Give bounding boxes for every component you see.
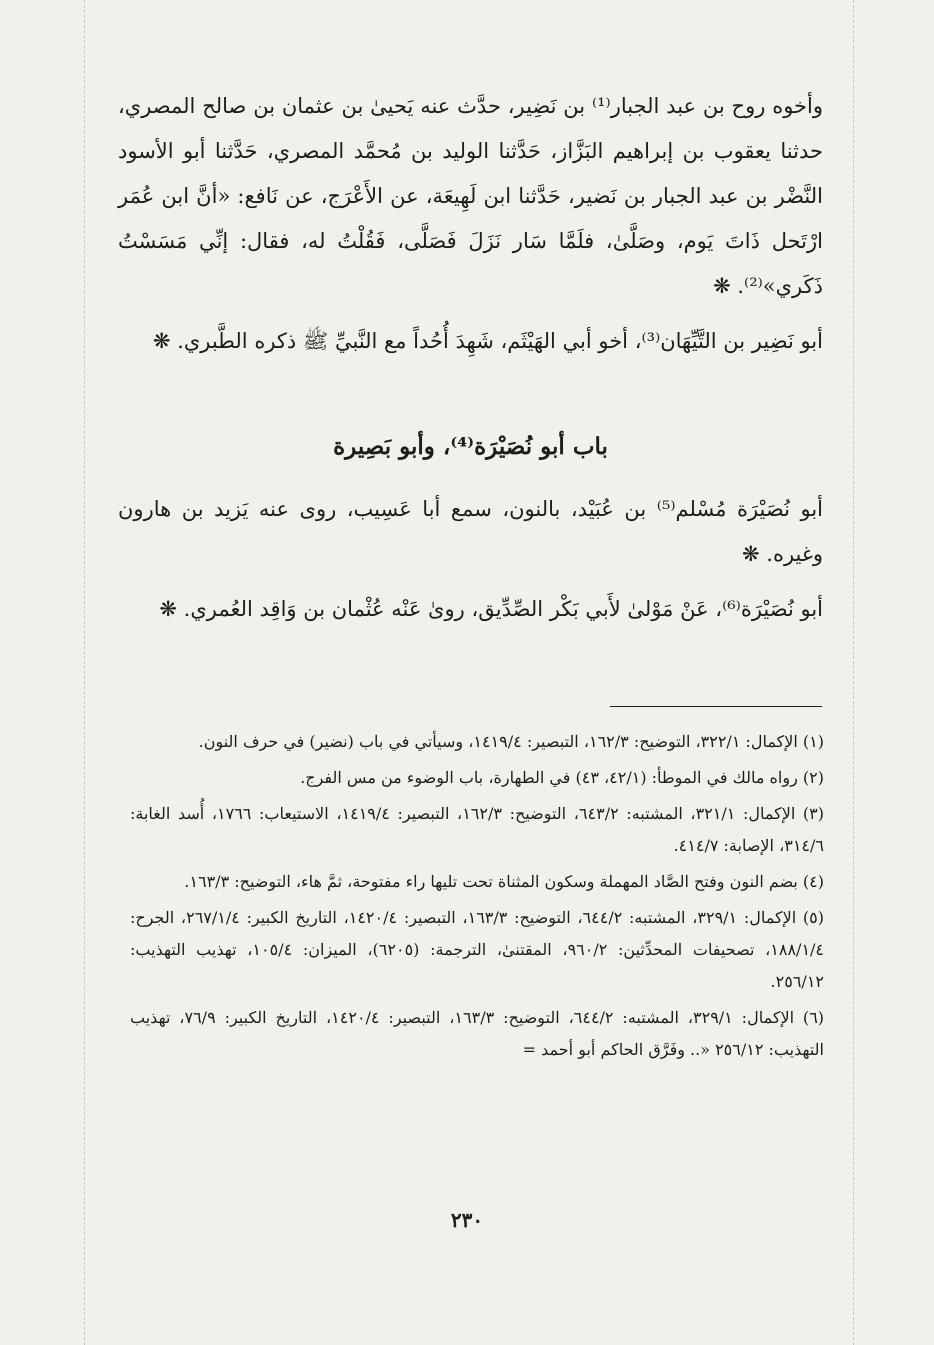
footnote-separator [610, 706, 822, 707]
paragraph-abu-nusayra-muslim: أبو نُصَيْرَة مُسْلم⁽⁵⁾ بن عُبَيْد، بالنون، سمع أبا عَسِيب، روى عنه يَزيد بن هارون وغيره. ❋ [118, 497, 824, 566]
margin-guide-line [84, 0, 85, 1345]
footnote-2: (٢) رواه مالك في الموطأ: (٤٢/١، ٤٣) في الطهارة، باب الوضوء من مس الفرج. [300, 768, 824, 787]
footnote-3: (٣) الإكمال: ٣٢١/١، المشتبه: ٦٤٣/٢، التوضيح: ١٦٢/٣، التبصير: ١٤١٩/٤، الاستيعاب: ١٧٦٦، أُسد الغابة: ٣١٤/٦، الإصابة: ٤١٤/٧. [130, 804, 825, 855]
paragraph-abu-nadir: أبو نَضِير بن التَّيِّهَان⁽³⁾، أخو أبي الهَيْثَم، شَهِدَ أُحُداً مع النَّبيِّ ﷺ ذكره الطَّبري. ❋ [152, 329, 823, 353]
main-text-block-2 [118, 487, 823, 632]
footnote-6: (٦) الإكمال: ٣٢٩/١، المشتبه: ٦٤٤/٢، التوضيح: ١٦٣/٣، التبصير: ١٤٢٠/٤، التاريخ الكبير: ٧٦/٩، تهذيب التهذيب: ٢٥٦/١٢ «.. وفَرَّق الحاكم أبو أحمد = [130, 1008, 825, 1059]
footnote-5: (٥) الإكمال: ٣٢٩/١، المشتبه: ٦٤٤/٢، التوضيح: ١٦٣/٣، التبصير: ١٤٢٠/٤، التاريخ الكبير: ٢٦٧/١/٤، الجرح: ١٨٨/١/٤، تصحيفات المحدِّثين: ٩٦٠/٢، المقتنىٰ، الترجمة: (٦٢٠٥)، الميزان: ١٠٥/٤، تهذيب التهذيب: ٢٥٦/١٢. [130, 908, 825, 991]
section-heading: باب أبو نُصَيْرَة⁽⁴⁾، وأبو بَصِيرة [333, 433, 608, 460]
footnotes [130, 726, 824, 1070]
margin-guide-line [853, 0, 854, 1345]
page-number: ٢٣٠ [450, 1208, 484, 1232]
main-text-block-1 [118, 84, 823, 364]
footnote-4: (٤) بضم النون وفتح الصَّاد المهملة وسكون المثناة تحت تليها راء مفتوحة، ثمَّ هاء، التوضيح: ١٦٣/٣. [184, 872, 824, 891]
footnote-1: (١) الإكمال: ٣٢٢/١، التوضيح: ١٦٢/٣، التبصير: ١٤١٩/٤، وسيأتي في باب (نضير) في حرف النون. [198, 732, 824, 751]
paragraph-abu-nusayra-mawla: أبو نُصَيْرَة⁽⁶⁾، عَنْ مَوْلىٰ لأَبي بَكْر الصِّدِّيق، روىٰ عَنْه عُثْمان بن وَاقِد العُمري. ❋ [159, 597, 823, 621]
paragraph-rawh: وأخوه روح بن عبد الجبار⁽¹⁾ بن نَضِير، حدَّث عنه يَحيىٰ بن عثمان بن صالح المصري، حدثنا يعقوب بن إبراهيم البَزَّاز، حَدَّثنا الوليد بن مُحمَّد المصري، حَدَّثنا أبو الأسود النَّضْر بن عبد الجبار بن نَضير، حَدَّثنا ابن لَهِيعَة، عن الأَعْرَج، عن نَافع: «أنَّ ابن عُمَر ارْتَحل ذَاتَ يَوم، وصَلَّىٰ، فلَمَّا سَار نَزَلَ فَصَلَّى، فَقُلْتُ له، فقال: إنِّي مَسَسْتُ ذَكَري»⁽²⁾. ❋ [118, 94, 824, 298]
